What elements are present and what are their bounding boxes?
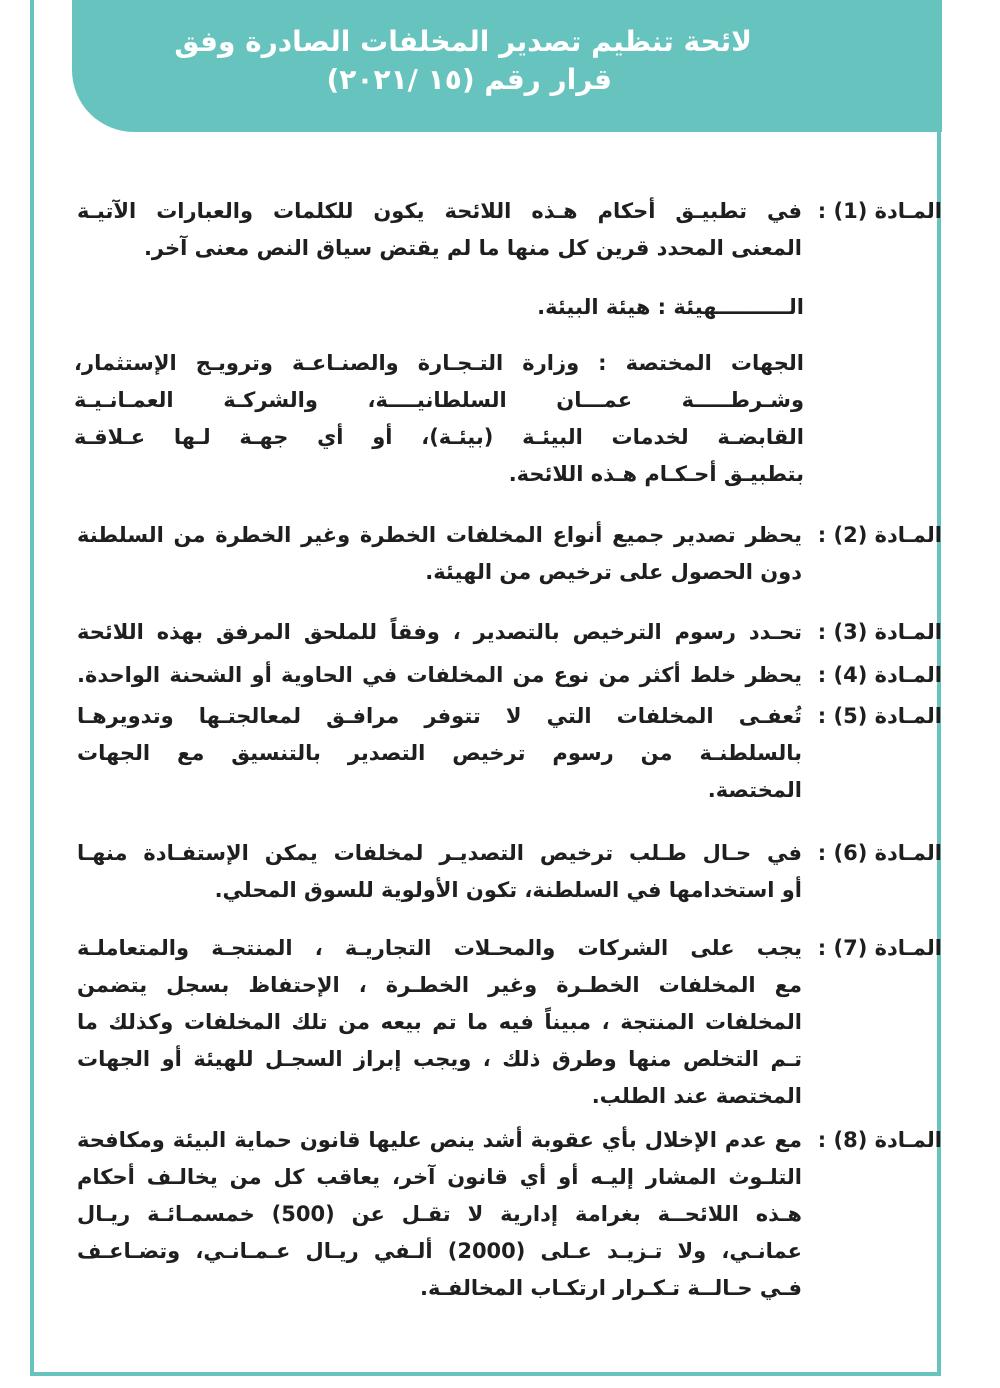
article-line: في تطبيـق أحكام هـذه اللائحة يكون للكلمات والعبارات الآتيـة [77, 199, 802, 223]
article-line: أو استخدامها في السلطنة، تكون الأولوية للسوق المحلي. [214, 878, 802, 902]
definition-line: وشـرطـــــة عمـــان السلطانيــــة، والشركـة العمـانـيـة [74, 388, 804, 412]
article-label: المـادة (6) : [817, 841, 942, 865]
article-line: بالسلطنـة من رسوم ترخيص التصدير بالتنسيق مع الجهات [77, 741, 802, 765]
article-line: فـي حـالــة تـكـرار ارتكـاب المخالفـة. [419, 1276, 802, 1300]
article-label: المـادة (3) : [817, 620, 942, 644]
article-1 [72, 193, 942, 267]
article-line: تُعفـى المخلفات التي لا تتوفر مرافـق لمعالجتـها وتدويرهـا [77, 704, 802, 728]
article-5 [72, 698, 942, 809]
article-label: المـادة (7) : [817, 936, 942, 960]
article-body [77, 1122, 802, 1307]
article-8 [72, 1122, 942, 1307]
article-label: المـادة (5) : [817, 704, 942, 728]
article-line: مع المخلفات الخطـرة وغير الخطـرة ، الإحتفاظ بسجل يتضمن [77, 973, 802, 997]
article-line: مع عدم الإخلال بأي عقوبة أشد ينص عليها قانون حماية البيئة ومكافحة [77, 1128, 802, 1152]
article-line: يحظر خلط أكثر من نوع من المخلفات في الحاوية أو الشحنة الواحدة. [77, 663, 802, 687]
definition-line: الــــــــــهيئة : هيئة البيئة. [537, 295, 804, 319]
article-body [77, 517, 802, 591]
article-body [77, 698, 802, 809]
definition-authority [74, 289, 804, 326]
article-label: المـادة (2) : [817, 523, 942, 547]
article-line: دون الحصول على ترخيص من الهيئة. [425, 560, 802, 584]
definition-competent-bodies [74, 345, 804, 493]
article-line: يجب على الشركات والمحـلات التجاريـة ، المنتجـة والمتعاملـة [77, 936, 802, 960]
article-3 [72, 614, 942, 651]
title-line-2: قرار رقم (١٥ /٢٠٢١) [326, 63, 612, 96]
article-line: عمانـي، ولا تـزيـد عـلى (2000) ألـفي ريـال عـمـانـي، وتضـاعـف [77, 1239, 802, 1263]
article-line: في حـال طـلب ترخيص التصديـر لمخلفات يمكن الإستفـادة منهـا [77, 841, 802, 865]
article-body [77, 614, 802, 651]
article-7 [72, 930, 942, 1115]
article-line: المخلفات المنتجة ، مبيناً فيه ما تم بيعه من تلك المخلفات وكذلك ما [77, 1010, 802, 1034]
article-line: تحـدد رسوم الترخيص بالتصدير ، وفقاً للملحق المرفق بهذه اللائحة [77, 620, 802, 644]
article-line: التلـوث المشار إليـه أو أي قانون آخر، يعاقب كل من يخالـف أحكام [77, 1165, 802, 1189]
title-line-1: لائحة تنظيم تصدير المخلفات الصادرة وفق [174, 25, 752, 58]
header-banner [72, 0, 942, 132]
article-line: تـم التخلص منها وطرق ذلك ، ويجب إبراز السجـل للهيئة أو الجهات [77, 1047, 802, 1071]
article-4 [72, 657, 942, 694]
article-body [77, 193, 802, 267]
article-label: المـادة (8) : [817, 1128, 942, 1152]
article-line: المعنى المحدد قرين كل منها ما لم يقتض سياق النص معنى آخر. [143, 236, 802, 260]
article-line: يحظر تصدير جميع أنواع المخلفات الخطرة وغير الخطرة من السلطنة [77, 523, 802, 547]
definition-line: بتطبيـق أحـكـام هـذه اللائحة. [508, 462, 804, 486]
article-line: المختصة عند الطلب. [591, 1084, 802, 1108]
article-body [77, 657, 802, 694]
article-label: المـادة (4) : [817, 663, 942, 687]
article-2 [72, 517, 942, 591]
article-6 [72, 835, 942, 909]
article-label: المـادة (1) : [817, 199, 942, 223]
article-body [77, 835, 802, 909]
definition-line: القابضـة لخدمات البيئـة (بيئـة)، أو أي جهـة لـها عـلاقـة [74, 425, 804, 449]
article-body [77, 930, 802, 1115]
definition-line: الجهات المختصة : وزارة التـجـارة والصنـاعـة وترويـج الإستثمار، [74, 351, 804, 375]
article-line: المختصة. [707, 778, 802, 802]
article-line: هـذه اللائحــة بغرامة إدارية لا تقـل عن (500) خمسمـائـة ريـال [77, 1202, 802, 1226]
